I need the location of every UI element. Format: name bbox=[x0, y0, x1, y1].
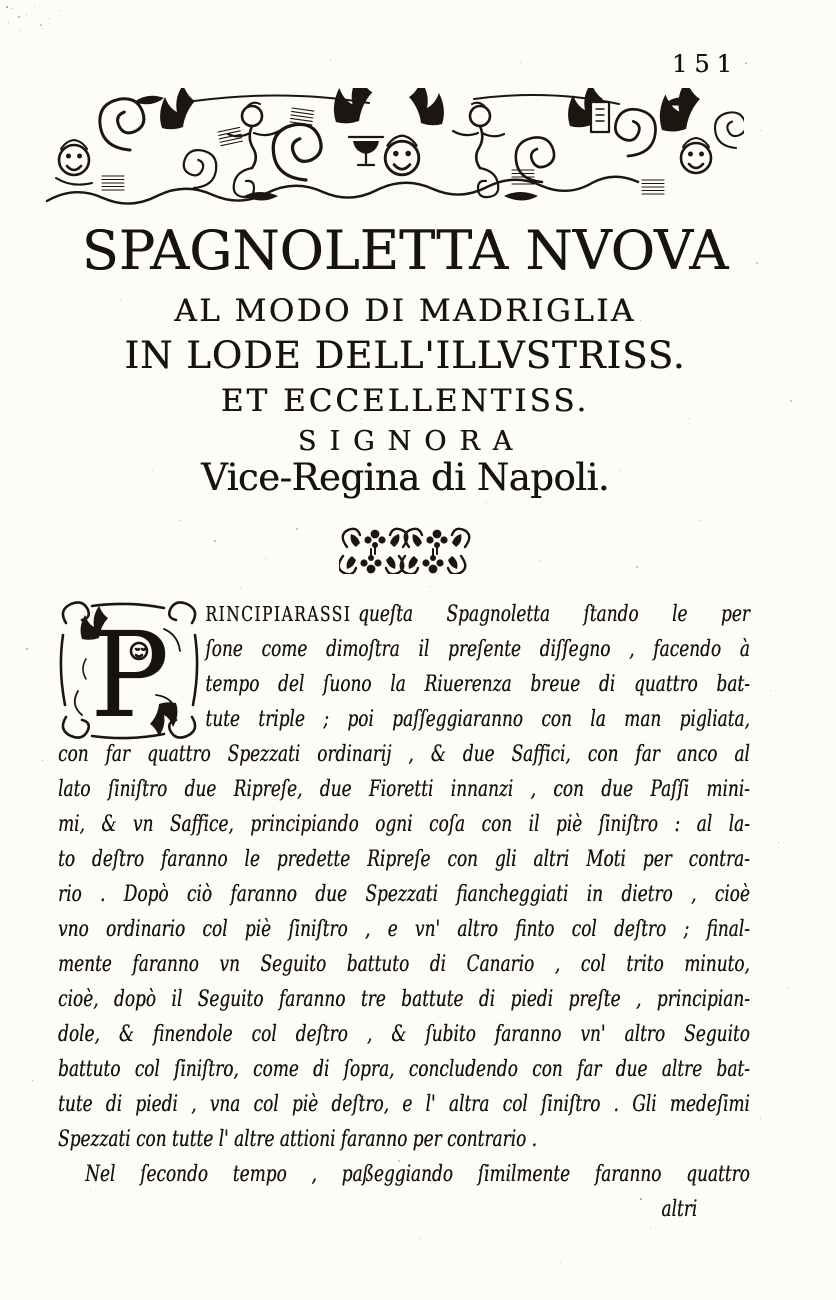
dedicatee: Vice-Regina di Napoli. bbox=[200, 456, 610, 499]
lead-capitals: RINCIPIARASSI bbox=[205, 602, 352, 626]
subtitle-eccellentiss: ET ECCELLENTISS. bbox=[220, 383, 590, 419]
subtitle-modo: AL MODO DI MADRIGLIA bbox=[174, 293, 636, 329]
subtitle-signora: SIGNORA bbox=[297, 426, 526, 457]
body-line bbox=[205, 597, 749, 632]
body-line: vno ordinario col piè ſiniſtro , e vn' altro finto col deſtro ; final- bbox=[58, 916, 750, 942]
body-line: cioè, dopò il Seguito faranno tre battute di piedi preſte , principian- bbox=[58, 986, 750, 1012]
body-line: ſone come dimoſtra il preſente diſſegno , facendo à bbox=[205, 636, 750, 662]
catchword: altri bbox=[661, 1196, 698, 1222]
body-line: tempo del ſuono la Riuerenza breue di quattro bat- bbox=[205, 671, 750, 697]
body-line: dole, & finendole col deſtro , & ſubito faranno vn' altro Seguito bbox=[58, 1021, 750, 1047]
body-line: battuto col ſiniſtro, come di ſopra, concludendo con far due altre bat- bbox=[58, 1056, 750, 1082]
body-line: mi, & vn Saffice, principiando ogni coſa con il piè ſiniſtro : al la- bbox=[58, 811, 750, 837]
fleuron-ornament bbox=[339, 524, 471, 574]
body-line: to deſtro faranno le predette Ripreſe con gli altri Moti per contra- bbox=[58, 846, 750, 872]
body-line: mente faranno vn Seguito battuto di Canario , col trito minuto, bbox=[58, 951, 750, 977]
body-paragraph bbox=[58, 597, 750, 1227]
fleuron-wrap bbox=[58, 524, 752, 578]
body-line: Nel ſecondo tempo , paßeggiando ſimilmente faranno quattro bbox=[85, 1161, 750, 1187]
headpiece-ornament bbox=[44, 88, 744, 210]
body-line: tute triple ; poi paſſeggiaranno con la man pigliata, bbox=[205, 706, 750, 732]
body-line: con far quattro Spezzati ordinarij , & due Saffici, con far anco al bbox=[58, 741, 750, 767]
page-number: 151 bbox=[672, 50, 739, 78]
body-line: rio . Dopò ciò faranno due Spezzati fiancheggiati in dietro , cioè bbox=[58, 881, 750, 907]
drop-cap-letter: P bbox=[90, 606, 170, 741]
paper-speckles bbox=[0, 0, 2, 2]
subtitle-lode: IN LODE DELL'ILLVSTRISS. bbox=[124, 334, 686, 377]
body-line: Spezzati con tutte l' altre attioni faranno per contrario . bbox=[58, 1126, 537, 1152]
body-line: lato ſiniſtro due Ripreſe, due Fioretti innanzi , con due Paſſi mini- bbox=[58, 776, 750, 802]
page-title: SPAGNOLETTA NVOVA bbox=[81, 219, 729, 282]
body-line: tute di piedi , vna col piè deſtro, e l' altra col ſiniſtro . Gli medeſimi bbox=[58, 1091, 750, 1117]
line-text: queſta Spagnoletta ſtando le per bbox=[358, 601, 750, 627]
